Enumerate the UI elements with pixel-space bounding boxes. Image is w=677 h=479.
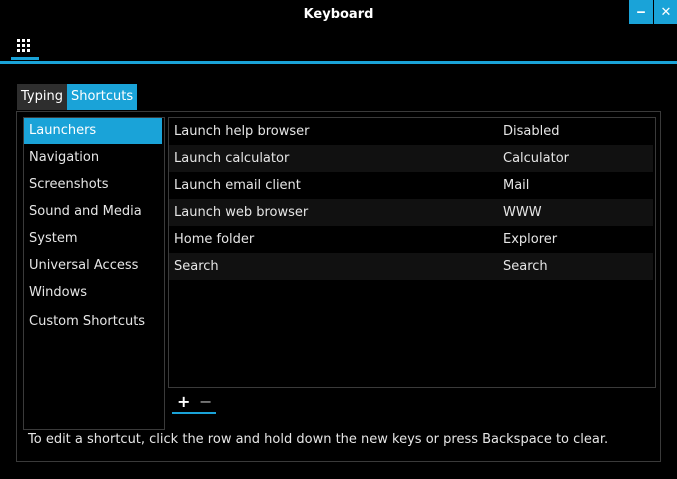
shortcut-list <box>168 117 656 388</box>
apps-active-indicator <box>11 57 39 60</box>
shortcut-row[interactable] <box>169 172 653 199</box>
category-windows[interactable]: Windows <box>29 285 88 300</box>
window-titlebar <box>0 0 677 30</box>
apps-grid-icon[interactable] <box>14 36 34 54</box>
shortcut-accelerator: WWW <box>503 205 542 220</box>
category-launchers[interactable]: Launchers <box>24 118 162 144</box>
category-custom-shortcuts[interactable]: Custom Shortcuts <box>29 314 146 329</box>
edit-hint-text: To edit a shortcut, click the row and hold down the new keys or press Backspace to clear. <box>28 432 609 447</box>
tab-typing[interactable]: Typing <box>17 84 67 110</box>
shortcut-row[interactable] <box>169 145 653 172</box>
shortcut-accelerator: Mail <box>503 178 530 193</box>
category-universal-access[interactable]: Universal Access <box>29 258 139 273</box>
add-remove-toolbar <box>172 392 216 412</box>
shortcut-row[interactable] <box>169 226 653 253</box>
shortcut-action: Launch web browser <box>174 205 309 220</box>
category-navigation[interactable]: Navigation <box>29 150 100 165</box>
shortcut-action: Launch calculator <box>174 151 290 166</box>
tab-shortcuts[interactable]: Shortcuts <box>67 84 137 110</box>
shortcut-row[interactable] <box>169 199 653 226</box>
shortcut-action: Launch help browser <box>174 124 310 139</box>
minimize-button[interactable]: ‒ <box>629 0 653 24</box>
shortcut-action: Search <box>174 259 219 274</box>
shortcut-accelerator: Search <box>503 259 548 274</box>
close-button[interactable]: ✕ <box>654 0 677 24</box>
add-shortcut-button[interactable]: + <box>177 392 191 411</box>
shortcut-row[interactable] <box>169 253 653 280</box>
window-title: Keyboard <box>303 7 374 22</box>
category-screenshots[interactable]: Screenshots <box>29 177 109 192</box>
toolbar-underline <box>172 412 216 414</box>
header-divider <box>0 61 677 64</box>
shortcut-action: Home folder <box>174 232 255 247</box>
app-toolbar <box>0 30 677 60</box>
category-list <box>23 117 165 430</box>
category-system[interactable]: System <box>29 231 78 246</box>
shortcut-accelerator: Explorer <box>503 232 558 247</box>
shortcut-accelerator: Calculator <box>503 151 570 166</box>
shortcut-accelerator: Disabled <box>503 124 560 139</box>
category-sound-and-media[interactable]: Sound and Media <box>29 204 142 219</box>
shortcut-action: Launch email client <box>174 178 301 193</box>
notebook-tabs <box>17 84 137 110</box>
shortcut-row[interactable] <box>169 118 653 145</box>
remove-shortcut-button[interactable]: − <box>199 392 213 411</box>
